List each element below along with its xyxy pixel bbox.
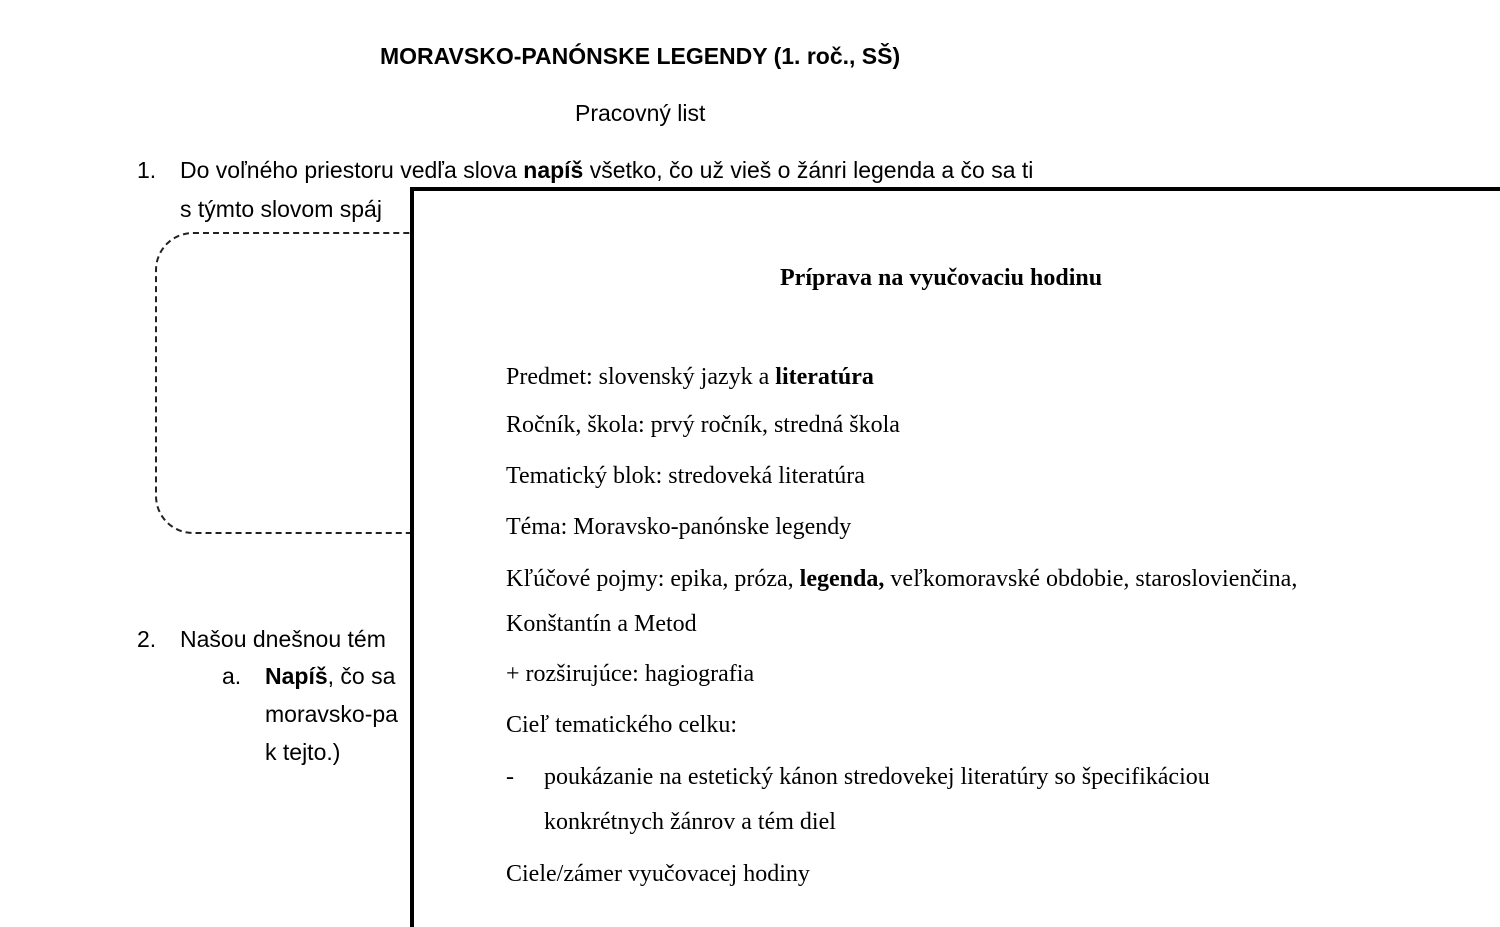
topic-line: Téma: Moravsko-panónske legendy [506,514,852,540]
worksheet-subtitle: Pracovný list [575,100,706,126]
grade-line: Ročník, škola: prvý ročník, stredná škola [506,412,900,438]
subject-line [506,364,874,391]
question-1-bold-verb: napíš [523,157,584,183]
question-1-text-rest: všetko, čo už vieš o žánri legenda a čo sa ti [583,157,1034,183]
key-concepts-prefix: Kľúčové pojmy: epika, próza, [506,566,800,592]
goal-heading: Cieľ tematického celku: [506,712,737,738]
subject-bold: literatúra [775,364,874,390]
question-2a-bold-verb: Napíš [265,663,328,689]
question-2a-line-2: moravsko-pa [265,701,398,727]
goal-line-2: konkrétnych žánrov a tém diel [544,809,836,835]
key-concepts-line [506,566,1297,593]
goal-bullet: - [506,764,514,790]
lesson-plan-page [410,187,1500,927]
key-concepts-suffix: veľkomoravské obdobie, staroslovienčina, [884,566,1298,592]
question-2a-line-1 [265,663,395,690]
goal-line-1: poukázanie na estetický kánon stredovekej literatúry so špecifikáciou [544,764,1210,790]
question-1-text: Do voľného priestoru vedľa slova [180,157,524,183]
worksheet-title: MORAVSKO-PANÓNSKE LEGENDY (1. roč., SŠ) [380,43,901,69]
block-line: Tematický blok: stredoveká literatúra [506,463,865,489]
extended-concepts-line: + rozširujúce: hagiografia [506,661,755,687]
question-1-line-1 [180,157,1033,184]
question-2-line-1: Našou dnešnou tém [180,626,386,652]
lesson-plan-title: Príprava na vyučovaciu hodinu [780,265,1103,291]
question-1-line-2: s týmto slovom spáj [180,196,382,222]
question-2a-line-3: k tejto.) [265,739,341,765]
question-2-number: 2. [137,626,157,652]
key-concepts-bold: legenda, [799,566,885,592]
subject-text: Predmet: slovenský jazyk a [506,364,776,390]
question-2a-text: , čo sa [327,663,396,689]
key-concepts-line-2: Konštantín a Metod [506,611,697,637]
aims-heading: Ciele/zámer vyučovacej hodiny [506,861,810,887]
question-1-number: 1. [137,157,157,183]
question-2a-label: a. [222,663,242,689]
